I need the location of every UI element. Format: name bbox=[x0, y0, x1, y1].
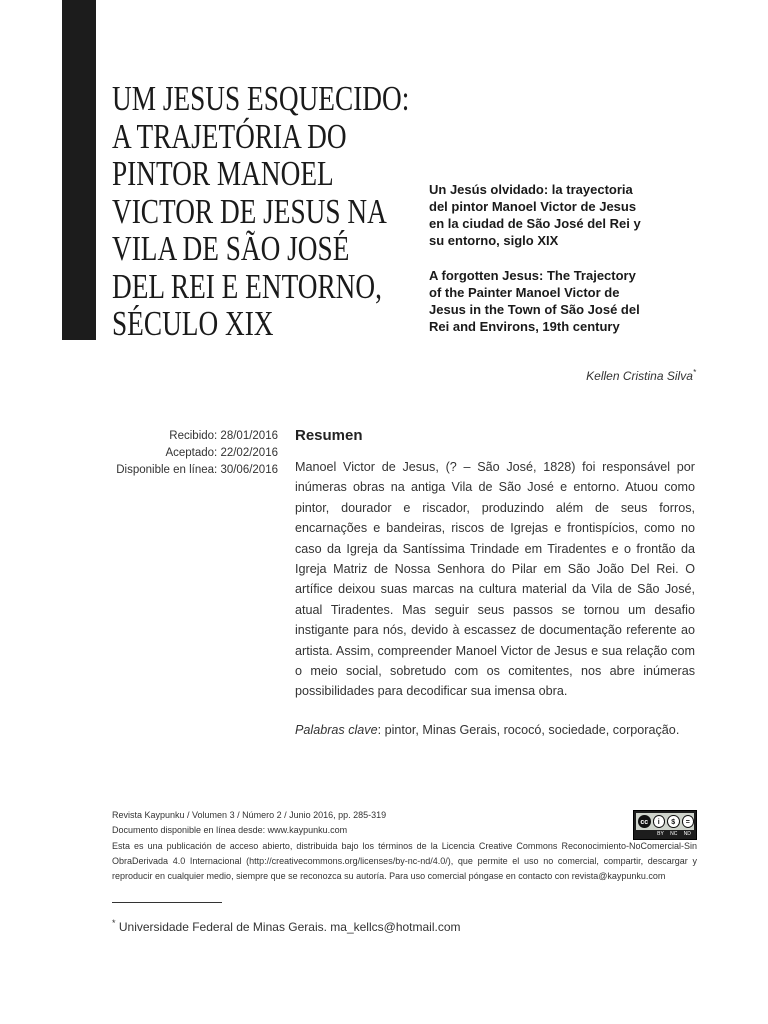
cc-label-nc: NC bbox=[670, 831, 678, 837]
footnote-text: Universidade Federal de Minas Gerais. ma_kellcs@hotmail.com bbox=[118, 920, 461, 934]
date-accepted: Aceptado: 22/02/2016 bbox=[165, 447, 278, 459]
title-line: VICTOR DE JESUS NA bbox=[112, 191, 387, 231]
journal-citation: Revista Kaypunku / Volumen 3 / Número 2 / Junio 2016, pp. 285-319 bbox=[112, 810, 387, 820]
cc-logo-icon: cc bbox=[638, 815, 651, 828]
abstract-heading: Resumen bbox=[295, 427, 363, 444]
footnote bbox=[112, 918, 461, 934]
article-title bbox=[112, 79, 410, 343]
cc-badge-symbols bbox=[636, 813, 694, 830]
subtitle-line: A forgotten Jesus: The Trajectory bbox=[429, 268, 636, 283]
subtitle-line: Jesus in the Town of São José del bbox=[429, 302, 640, 317]
footnote-mark: * bbox=[112, 918, 116, 928]
title-line: SÉCULO XIX bbox=[112, 304, 274, 343]
author-footnote-mark: * bbox=[692, 368, 696, 377]
title-line: A TRAJETÓRIA DO bbox=[112, 116, 347, 156]
journal-footer bbox=[112, 808, 697, 884]
cc-badge-labels bbox=[654, 831, 694, 838]
availability-note: Documento disponible en línea desde: www.kaypunku.com bbox=[112, 825, 348, 836]
keywords-label: Palabras clave bbox=[295, 723, 378, 737]
publication-dates bbox=[100, 428, 278, 479]
license-text: Esta es una publicación de acceso abierto, distribuida bajo los términos de la Licencia Creative Commons Reconocimiento-NoComercial-Sin ObraDerivada 4.0 Internacional (http://creativecommons.org/licenses/by-nc-nd/4.0/), que permite el uso no comercial, compartir, descargar y reproducir en cualquier medio, siempre que se reconozca su autoría. Para uso comercial póngase en contacto con revista@kaypunku.com bbox=[112, 840, 697, 882]
subtitle-spanish bbox=[429, 181, 669, 249]
decorative-side-bar bbox=[62, 0, 96, 340]
attribution-icon: i bbox=[653, 815, 666, 828]
noncommercial-icon: $ bbox=[667, 815, 680, 828]
footnote-separator bbox=[112, 902, 222, 903]
subtitle-line: del pintor Manoel Victor de Jesus bbox=[429, 199, 637, 214]
subtitle-english bbox=[429, 267, 669, 335]
noderivatives-icon: = bbox=[682, 815, 695, 828]
title-line: DEL REI E ENTORNO, bbox=[112, 266, 382, 306]
subtitle-line: Rei and Environs, 19th century bbox=[429, 319, 620, 334]
title-line: VILA DE SÃO JOSÉ bbox=[112, 229, 350, 268]
creative-commons-by-nc-nd-icon bbox=[633, 810, 697, 840]
subtitle-line: Un Jesús olvidado: la trayectoria bbox=[429, 182, 633, 197]
date-received: Recibido: 28/01/2016 bbox=[169, 430, 278, 442]
cc-label-by: BY bbox=[657, 831, 664, 837]
title-line: UM JESUS ESQUECIDO: bbox=[112, 79, 410, 118]
subtitle-line: of the Painter Manoel Victor de bbox=[429, 285, 620, 300]
cc-label-nd: ND bbox=[683, 831, 691, 837]
abstract-body: Manoel Victor de Jesus, (? – São José, 1828) foi responsável por inúmeras obras na antiga Vila de São José e entorno. Atuou como pintor, dourador e riscador, produzindo além de seus forros, encarnações e bandeiras, riscos de Igrejas e frontispícios, como no caso da Igreja da Santíssima Trindade em Tiradentes e o frontão da Igreja Matriz de Nossa Senhora do Pilar em São João Del Rei. O artífice deixou suas marcas na cultura material da Vila de São José, atual Tiradentes. Mas seguir seus passos se tornou um desafio instigante para nós, devido à escassez de documentação referente ao artista. Assim, compreender Manoel Victor de Jesus e sua relação com o meio social, sobretudo com os comitentes, nos abre inúmeras possibilidades para decodificar sua imensa obra. bbox=[295, 460, 695, 699]
subtitle-line: su entorno, siglo XIX bbox=[429, 233, 559, 248]
subtitle-line: en la ciudad de São José del Rei y bbox=[429, 216, 641, 231]
title-line: PINTOR MANOEL bbox=[112, 154, 334, 193]
author-line bbox=[586, 368, 696, 383]
keywords bbox=[295, 720, 705, 740]
author-name: Kellen Cristina Silva bbox=[586, 369, 693, 383]
date-online: Disponible en línea: 30/06/2016 bbox=[116, 464, 278, 476]
keywords-text: : pintor, Minas Gerais, rococó, sociedade, corporação. bbox=[377, 723, 680, 737]
